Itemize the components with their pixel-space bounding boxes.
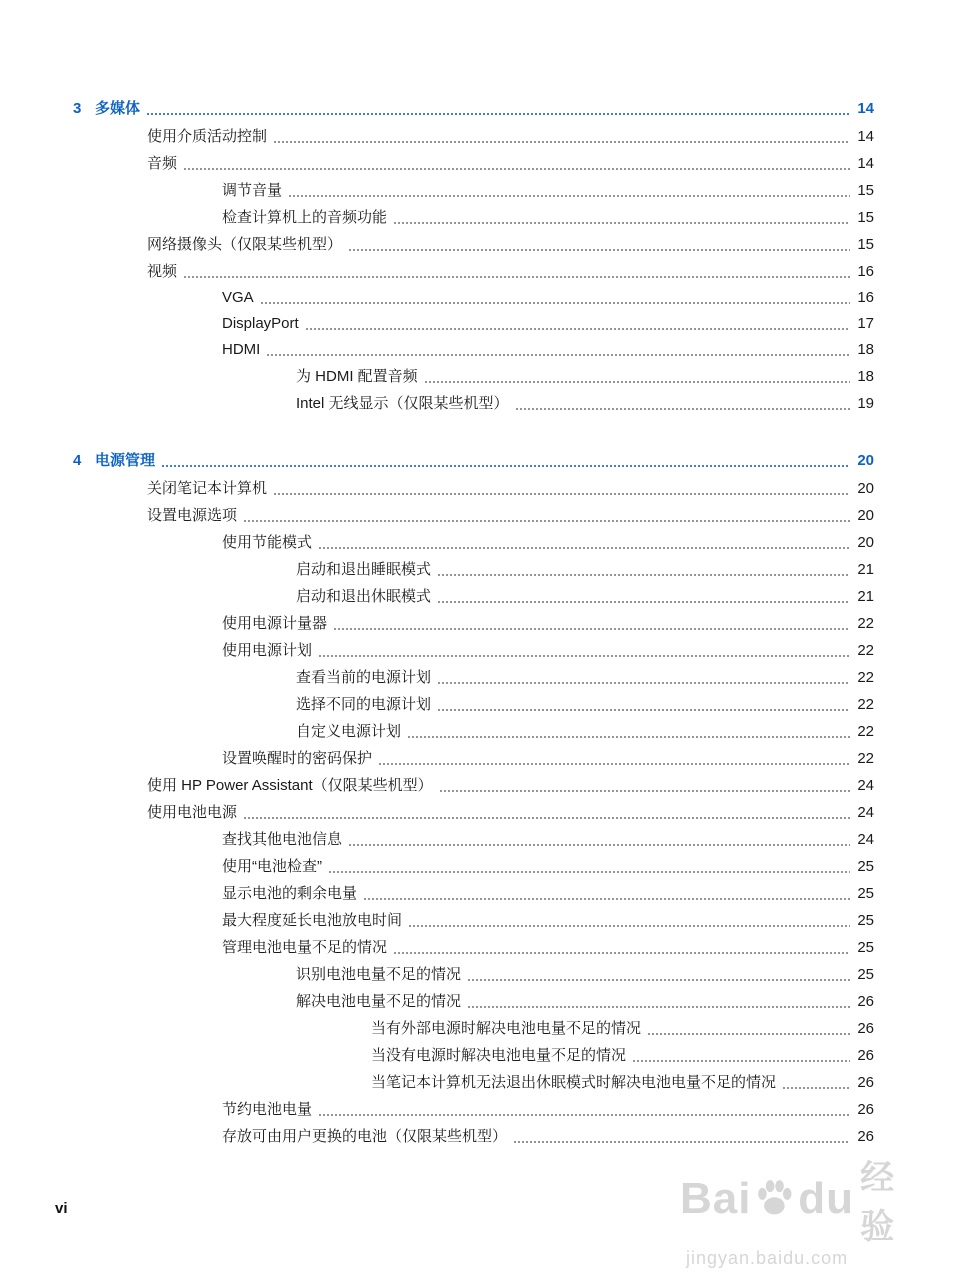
toc-leader-dots xyxy=(407,725,850,739)
toc-entry[interactable] xyxy=(371,1044,874,1066)
toc-entry-title: HDMI xyxy=(222,341,261,358)
toc-entry-title: 启动和退出睡眠模式 xyxy=(296,561,432,578)
toc-page-number: 26 xyxy=(857,1047,874,1064)
toc-entry-title: DisplayPort xyxy=(222,315,299,332)
toc-entry-title: 存放可由用户更换的电池（仅限某些机型） xyxy=(222,1128,508,1145)
toc-page-number: 24 xyxy=(857,804,874,821)
toc-page-number: 18 xyxy=(857,341,874,358)
toc-page-number: 22 xyxy=(857,669,874,686)
toc-entry-title: 网络摄像头（仅限某些机型） xyxy=(147,236,343,253)
toc-page-number: 26 xyxy=(857,1101,874,1118)
toc-entry[interactable] xyxy=(147,774,874,796)
toc-leader-dots xyxy=(183,265,850,279)
toc-leader-dots xyxy=(333,617,850,631)
toc-entry[interactable] xyxy=(222,531,874,553)
toc-page-number: 24 xyxy=(857,777,874,794)
toc-entry-title: 最大程度延长电池放电时间 xyxy=(222,912,403,929)
toc-page-number: 20 xyxy=(857,507,874,524)
toc-page-number: 14 xyxy=(857,155,874,172)
toc-entry[interactable] xyxy=(147,233,874,255)
toc-leader-dots xyxy=(393,211,850,225)
toc-entry-title: 设置电源选项 xyxy=(147,507,238,524)
toc-entry-title: 当笔记本计算机无法退出休眠模式时解决电池电量不足的情况 xyxy=(371,1074,777,1091)
toc-page-number: 26 xyxy=(857,1020,874,1037)
toc-entry[interactable] xyxy=(147,260,874,282)
toc-leader-dots xyxy=(408,914,850,928)
toc-entry[interactable] xyxy=(296,666,874,688)
toc-leader-dots xyxy=(243,806,850,820)
toc-leader-dots xyxy=(348,833,850,847)
toc-entry[interactable] xyxy=(222,1098,874,1120)
toc-chapter-entry[interactable] xyxy=(73,97,874,119)
toc-entry[interactable] xyxy=(222,1125,874,1147)
toc-page-number: 24 xyxy=(857,831,874,848)
toc-page-number: 20 xyxy=(857,480,874,497)
toc-chapter-entry[interactable] xyxy=(73,449,874,471)
toc-entry[interactable] xyxy=(296,693,874,715)
toc-leader-dots xyxy=(439,779,850,793)
toc-entry-title: 使用电源计量器 xyxy=(222,615,328,632)
toc-entry-title: 节约电池电量 xyxy=(222,1101,313,1118)
toc-entry[interactable] xyxy=(296,990,874,1012)
toc-leader-dots xyxy=(318,644,850,658)
toc-leader-dots xyxy=(424,370,850,384)
toc-entry[interactable] xyxy=(371,1071,874,1093)
toc-leader-dots xyxy=(288,184,850,198)
toc-entry-title: 使用节能模式 xyxy=(222,534,313,551)
toc-page-number: 16 xyxy=(857,263,874,280)
toc-entry[interactable] xyxy=(222,639,874,661)
toc-leader-dots xyxy=(348,238,850,252)
toc-entry-title: 电源管理 xyxy=(95,452,156,469)
toc-entry-title: 启动和退出休眠模式 xyxy=(296,588,432,605)
toc-leader-dots xyxy=(146,102,850,116)
paw-icon xyxy=(753,1176,796,1222)
toc-entry-title: 使用电池电源 xyxy=(147,804,238,821)
toc-leader-dots xyxy=(437,563,850,577)
toc-entry[interactable] xyxy=(296,365,874,387)
toc-entry-title: 使用 HP Power Assistant（仅限某些机型） xyxy=(147,777,433,794)
toc-entry-title: 识别电池电量不足的情况 xyxy=(296,966,462,983)
toc-entry[interactable] xyxy=(147,152,874,174)
toc-entry[interactable] xyxy=(296,963,874,985)
toc-leader-dots xyxy=(437,671,850,685)
toc-leader-dots xyxy=(273,130,850,144)
toc-entry[interactable] xyxy=(371,1017,874,1039)
toc-leader-dots xyxy=(437,590,850,604)
toc-page-number: 20 xyxy=(857,534,874,551)
toc-entry[interactable] xyxy=(222,828,874,850)
toc-leader-dots xyxy=(273,482,850,496)
toc-page-number: 18 xyxy=(857,368,874,385)
toc-leader-dots xyxy=(260,291,850,305)
toc-entry[interactable] xyxy=(222,855,874,877)
toc-page-number: 22 xyxy=(857,696,874,713)
toc-leader-dots xyxy=(513,1130,850,1144)
toc-page-number: 15 xyxy=(857,182,874,199)
toc-entry[interactable] xyxy=(222,909,874,931)
toc-entry-title: 关闭笔记本计算机 xyxy=(147,480,268,497)
page-number: vi xyxy=(55,1200,68,1217)
toc-page-number: 22 xyxy=(857,723,874,740)
toc-leader-dots xyxy=(467,995,850,1009)
toc-entry[interactable] xyxy=(222,312,874,334)
baidu-jingyan-watermark xyxy=(680,1150,920,1268)
toc-entry-title: 调节音量 xyxy=(222,182,283,199)
toc-entry[interactable] xyxy=(222,936,874,958)
toc-entry[interactable] xyxy=(222,612,874,634)
toc-entry-title: 显示电池的剩余电量 xyxy=(222,885,358,902)
toc-page-number: 25 xyxy=(857,858,874,875)
toc-entry[interactable] xyxy=(147,125,874,147)
toc-leader-dots xyxy=(363,887,850,901)
toc-page-number: 25 xyxy=(857,939,874,956)
toc-page-number: 25 xyxy=(857,966,874,983)
toc-entry-title: 自定义电源计划 xyxy=(296,723,402,740)
toc-page-number: 22 xyxy=(857,615,874,632)
toc-page-number: 15 xyxy=(857,236,874,253)
toc-entry-title: VGA xyxy=(222,289,254,306)
toc-leader-dots xyxy=(782,1076,850,1090)
toc-entry-title: 视频 xyxy=(147,263,178,280)
toc-leader-dots xyxy=(161,454,850,468)
toc-leader-dots xyxy=(393,941,850,955)
toc-entry[interactable] xyxy=(222,338,874,360)
toc-entry-title: 当有外部电源时解决电池电量不足的情况 xyxy=(371,1020,642,1037)
toc-entry[interactable] xyxy=(296,720,874,742)
toc-leader-dots xyxy=(467,968,850,982)
toc-page-number: 26 xyxy=(857,1128,874,1145)
toc-leader-dots xyxy=(318,1103,850,1117)
toc-entry[interactable] xyxy=(222,206,874,228)
toc-page-number: 15 xyxy=(857,209,874,226)
toc-entry-title: Intel 无线显示（仅限某些机型） xyxy=(296,395,509,412)
toc-entry-title: 设置唤醒时的密码保护 xyxy=(222,750,373,767)
toc-entry[interactable] xyxy=(296,585,874,607)
toc-entry-title: 管理电池电量不足的情况 xyxy=(222,939,388,956)
toc-page-number: 25 xyxy=(857,912,874,929)
toc-entry-title: 使用“电池检查” xyxy=(222,858,322,875)
toc-page-number: 22 xyxy=(857,750,874,767)
toc-leader-dots xyxy=(318,536,850,550)
toc-page-number: 14 xyxy=(857,100,874,117)
toc-entry-title: 查找其他电池信息 xyxy=(222,831,343,848)
toc-chapter-number: 3 xyxy=(73,100,82,117)
toc-entry-title: 选择不同的电源计划 xyxy=(296,696,432,713)
toc-entry[interactable] xyxy=(222,286,874,308)
toc-entry-title: 音频 xyxy=(147,155,178,172)
toc-page-number: 14 xyxy=(857,128,874,145)
toc-entry[interactable] xyxy=(147,504,874,526)
toc-leader-dots xyxy=(328,860,850,874)
toc-page-number: 16 xyxy=(857,289,874,306)
toc-page-number: 17 xyxy=(857,315,874,332)
toc-page-number: 19 xyxy=(857,395,874,412)
toc-entry[interactable] xyxy=(296,558,874,580)
toc-leader-dots xyxy=(437,698,850,712)
toc-entry[interactable] xyxy=(222,747,874,769)
toc-page-number: 20 xyxy=(857,452,874,469)
watermark-brand: Bai xyxy=(680,1174,752,1223)
toc-page-number: 22 xyxy=(857,642,874,659)
toc-entry-title: 查看当前的电源计划 xyxy=(296,669,432,686)
toc-leader-dots xyxy=(266,343,850,357)
toc-leader-dots xyxy=(515,397,850,411)
toc-entry-title: 检查计算机上的音频功能 xyxy=(222,209,388,226)
watermark-brand-cn: 经验 xyxy=(860,1159,896,1246)
toc-entry[interactable] xyxy=(222,882,874,904)
toc-entry-title: 多媒体 xyxy=(95,100,141,117)
toc-entry-title: 使用电源计划 xyxy=(222,642,313,659)
toc-entry-title: 当没有电源时解决电池电量不足的情况 xyxy=(371,1047,627,1064)
toc-entry[interactable] xyxy=(222,179,874,201)
toc-leader-dots xyxy=(632,1049,850,1063)
watermark-url: jingyan.baidu.com xyxy=(686,1248,849,1268)
toc-page-number: 26 xyxy=(857,1074,874,1091)
toc-page-number: 26 xyxy=(857,993,874,1010)
toc-entry-title: 为 HDMI 配置音频 xyxy=(296,368,418,385)
toc-entry[interactable] xyxy=(296,392,874,414)
toc-leader-dots xyxy=(378,752,850,766)
toc-entry-title: 使用介质活动控制 xyxy=(147,128,268,145)
toc-leader-dots xyxy=(243,509,850,523)
toc-page-number: 25 xyxy=(857,885,874,902)
toc-entry[interactable] xyxy=(147,477,874,499)
toc-entry-title: 解决电池电量不足的情况 xyxy=(296,993,462,1010)
toc-page-number: 21 xyxy=(857,561,874,578)
toc-leader-dots xyxy=(183,157,850,171)
toc-chapter-number: 4 xyxy=(73,452,82,469)
watermark-brand-suffix: du xyxy=(798,1174,855,1223)
toc-leader-dots xyxy=(647,1022,850,1036)
toc-page-number: 21 xyxy=(857,588,874,605)
toc-entry[interactable] xyxy=(147,801,874,823)
toc-leader-dots xyxy=(305,317,850,331)
